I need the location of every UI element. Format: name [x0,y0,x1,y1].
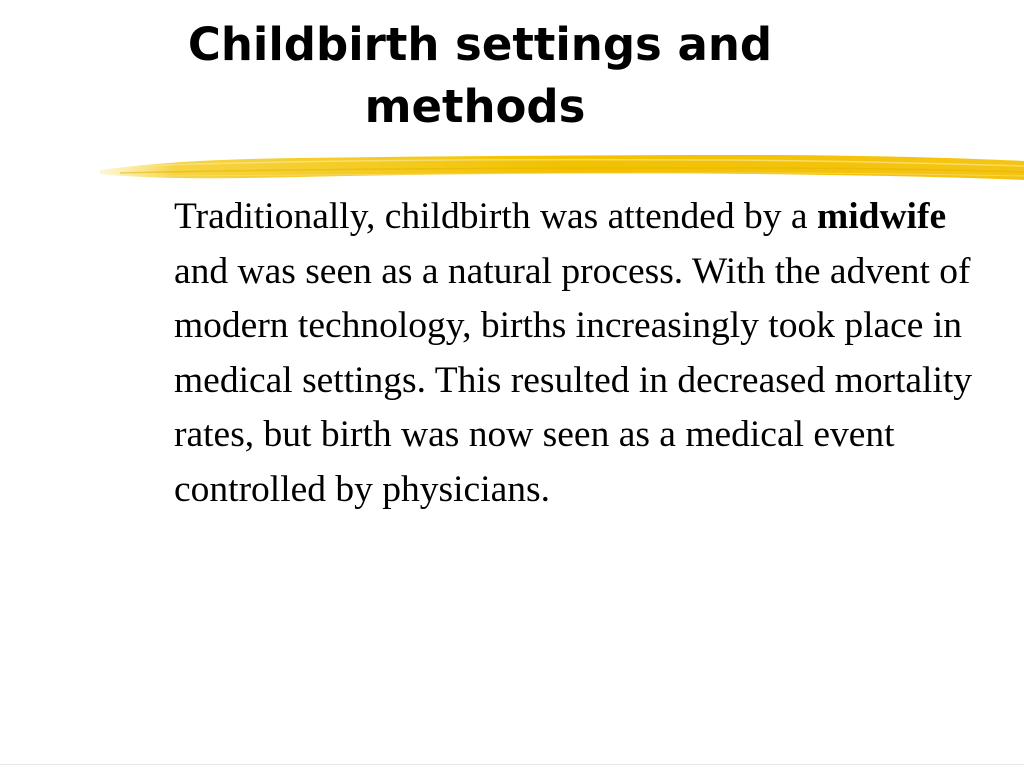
midwife-emphasis: midwife [816,196,947,237]
body-text-part-1: Traditionally, childbirth was attended by a [174,196,817,237]
body-text-part-2: and was seen as a natural process. With the advent of modern technology, births increasingly took place in medical settings. This resulted in decreased mortality rates, but birth was now seen as a medical event controlled by physicians. [174,250,973,510]
slide-title-line-1: Childbirth settings and [187,18,773,71]
highlighter-divider [100,150,1024,190]
bottom-divider [0,764,1024,765]
body-paragraph [174,190,1004,517]
slide-title [100,14,860,138]
slide-title-line-2: methods [364,80,586,133]
